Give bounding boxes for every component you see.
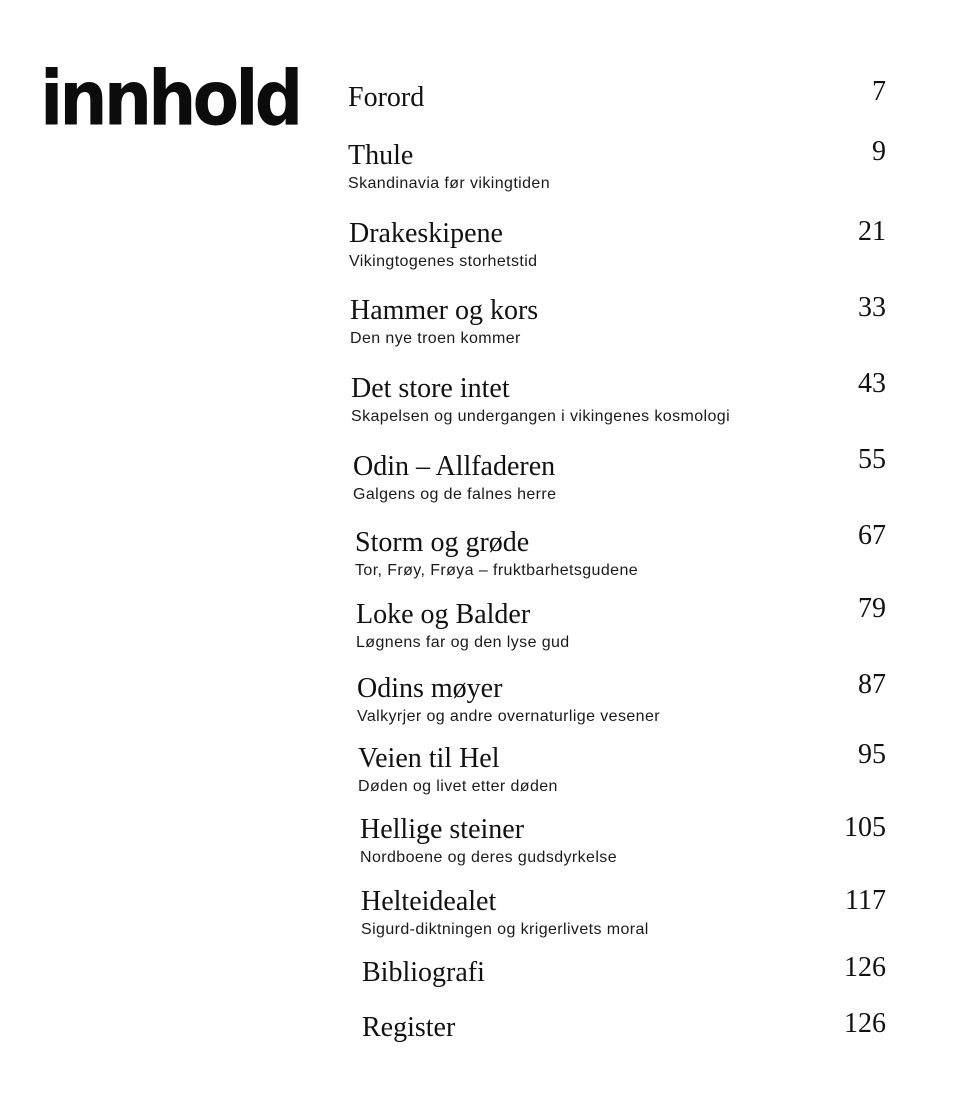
toc-entry-odin-allfaderen xyxy=(353,451,556,505)
toc-entry-thule xyxy=(348,140,550,194)
toc-entry-storm-og-grode xyxy=(355,527,638,581)
entry-subtitle: Tor, Frøy, Frøya – fruktbarhetsgudene xyxy=(355,562,639,579)
entry-title: Hammer og kors xyxy=(350,295,539,326)
toc-entry-veien-til-hel xyxy=(358,743,558,797)
entry-subtitle: Skapelsen og undergangen i vikingenes kosmologi xyxy=(351,408,731,425)
entry-title: Veien til Hel xyxy=(358,743,500,774)
toc-entry-bibliografi xyxy=(362,957,485,989)
toc-entry-register xyxy=(362,1012,455,1044)
page-number: 117 xyxy=(845,885,886,916)
toc-entry-hammer-og-kors xyxy=(350,295,538,349)
entry-title: Det store intet xyxy=(351,373,510,404)
page-number: 67 xyxy=(858,520,886,551)
entry-title: Forord xyxy=(348,82,425,113)
page-number: 55 xyxy=(858,444,886,475)
toc-entry-loke-og-balder xyxy=(356,599,570,653)
entry-subtitle: Galgens og de falnes herre xyxy=(353,486,557,503)
entry-title: Loke og Balder xyxy=(356,599,531,630)
page-number: 43 xyxy=(858,368,886,399)
entry-subtitle: Løgnens far og den lyse gud xyxy=(356,634,570,651)
entry-title: Storm og grøde xyxy=(355,527,530,558)
toc-entry-det-store-intet xyxy=(351,373,730,427)
toc-entry-forord xyxy=(348,82,424,114)
page-number: 7 xyxy=(872,76,886,107)
entry-title: Bibliografi xyxy=(362,957,485,988)
entry-subtitle: Vikingtogenes storhetstid xyxy=(349,253,538,270)
entry-subtitle: Valkyrjer og andre overnaturlige vesener xyxy=(357,708,660,725)
entry-title: Thule xyxy=(348,140,414,171)
page-number: 126 xyxy=(844,1008,886,1039)
toc-entry-drakeskipene xyxy=(349,218,537,272)
entry-title: Helteidealet xyxy=(361,886,497,917)
entry-subtitle: Sigurd-diktningen og krigerlivets moral xyxy=(361,921,649,938)
page-number: 21 xyxy=(858,216,886,247)
entry-title: Register xyxy=(362,1012,456,1043)
entry-subtitle: Den nye troen kommer xyxy=(350,330,521,347)
page-number: 126 xyxy=(844,952,886,983)
page-number: 79 xyxy=(858,593,886,624)
page-heading: innhold xyxy=(40,55,300,144)
page-number: 105 xyxy=(844,812,886,843)
entry-subtitle: Skandinavia før vikingtiden xyxy=(348,175,551,192)
toc-entry-hellige-steiner xyxy=(360,814,617,868)
page-number: 33 xyxy=(858,292,886,323)
entry-subtitle: Døden og livet etter døden xyxy=(358,778,558,795)
entry-title: Hellige steiner xyxy=(360,814,525,845)
page-number: 9 xyxy=(872,136,886,167)
toc-entry-helteidealet xyxy=(361,886,649,940)
page-number: 95 xyxy=(858,739,886,770)
entry-title: Odins møyer xyxy=(357,673,503,704)
entry-title: Odin – Allfaderen xyxy=(353,451,556,482)
entry-subtitle: Nordboene og deres gudsdyrkelse xyxy=(360,849,618,866)
page-number: 87 xyxy=(858,669,886,700)
entry-title: Drakeskipene xyxy=(349,218,503,249)
toc-entry-odins-moyer xyxy=(357,673,660,727)
